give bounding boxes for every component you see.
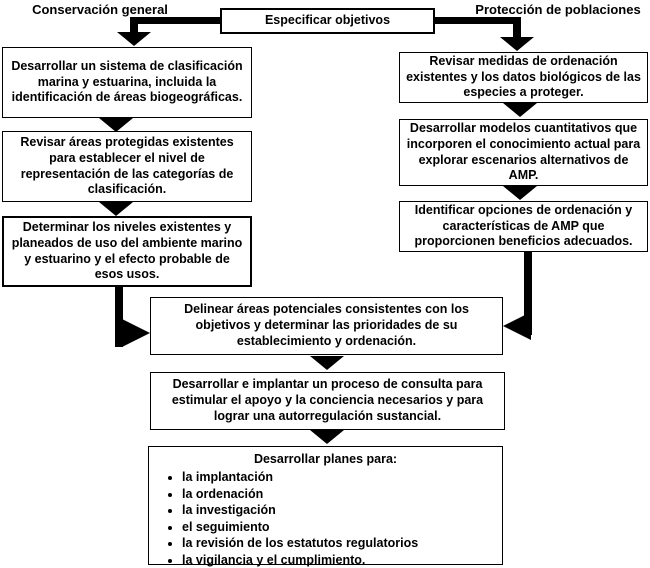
down-arrow-icon — [99, 202, 133, 216]
classification-system-box: Desarrollar un sistema de clasificación marina y estuarina, incluida la identificación de áreas biogeográficas. — [2, 47, 252, 118]
down-arrow-icon — [503, 186, 537, 200]
connector-top-left-vertical — [130, 17, 138, 33]
down-arrow-icon — [310, 430, 344, 444]
delineate-areas-box: Delinear áreas potenciales consistentes con los objetivos y determinar las prioridades de su establecimiento y ordenación. — [150, 297, 503, 355]
plan-item: • la vigilancia y el cumplimiento. — [182, 552, 492, 568]
branch-label-protection: Protección de poblaciones — [475, 2, 641, 17]
review-management-measures-box: Revisar medidas de ordenación existentes y los datos biológicos de las especies a proteger. — [399, 52, 648, 103]
connector-top-left-horizontal — [130, 17, 222, 24]
quantitative-models-box: Desarrollar modelos cuantitativos que incorporen el conocimiento actual para explorar escenarios alternativos de AMP. — [399, 119, 648, 186]
plan-item: • la ordenación — [182, 486, 492, 503]
plans-list — [159, 469, 492, 568]
plan-item: • el seguimiento — [182, 519, 492, 536]
determine-use-levels-box: Determinar los niveles existentes y planeados de uso del ambiente marino y estuarino y el efecto probable de esos usos. — [2, 216, 252, 287]
right-arrow-icon — [122, 319, 150, 347]
consultation-process-box: Desarrollar e implantar un proceso de consulta para estimular el apoyo y la conciencia necesarios y para lograr una autorregulación sustancial. — [150, 372, 505, 430]
plans-title: Desarrollar planes para: — [253, 452, 398, 466]
plan-item: • la implantación — [182, 469, 492, 486]
left-arrow-icon — [503, 312, 531, 340]
develop-plans-box — [148, 446, 503, 565]
connector-top-right-horizontal — [433, 17, 521, 24]
down-arrow-icon — [117, 32, 151, 46]
branch-label-conservation: Conservación general — [32, 2, 168, 17]
down-arrow-icon — [500, 37, 534, 51]
down-arrow-icon — [99, 118, 133, 132]
identify-options-box: Identificar opciones de ordenación y características de AMP que proporcionen beneficios adecuados. — [399, 201, 648, 252]
down-arrow-icon — [503, 103, 537, 117]
down-arrow-icon — [310, 356, 344, 370]
specify-objectives-box: Especificar objetivos — [220, 8, 435, 34]
plan-item: • la investigación — [182, 502, 492, 519]
connector-top-right-vertical — [513, 17, 521, 38]
review-protected-areas-box: Revisar áreas protegidas existentes para establecer el nivel de representación de las categorías de clasificación. — [2, 131, 252, 202]
plan-item: • la revisión de los estatutos regulatorios — [182, 535, 492, 552]
